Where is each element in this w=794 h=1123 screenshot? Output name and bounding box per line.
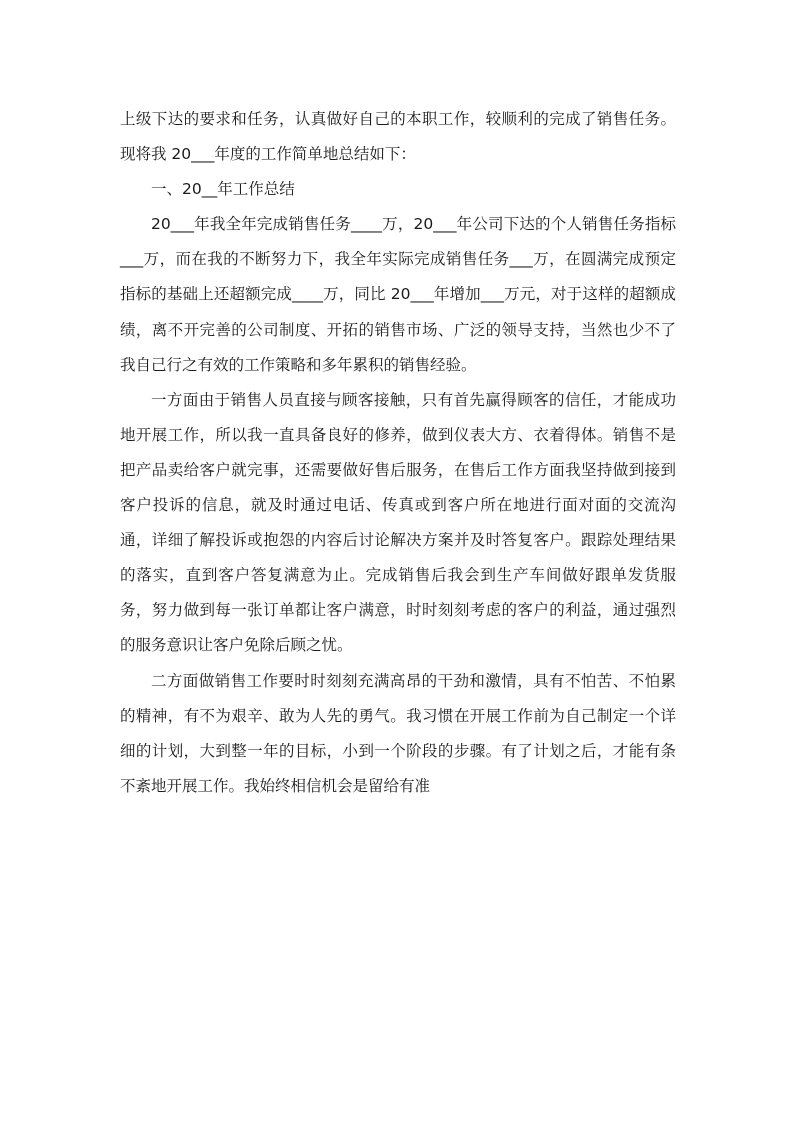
summary-paragraph: 20___年我全年完成销售任务____万，20___年公司下达的个人销售任务指标___万，而在我的不断努力下，我全年实际完成销售任务___万，在圆满完成预定指标的基础上还超额完成____万，同比 20___年增加___万元，对于这样的超额成绩，离不开完善的公司制度、开拓的销售市场、广泛的领导支持，当然也少不了我自己行之有效的工作策略和多年累积的销售经验。: [120, 215, 676, 374]
second-aspect-paragraph: 二方面做销售工作要时时刻刻充满高昂的干劲和激情，具有不怕苦、不怕累的精神，有不为艰辛、敢为人先的勇气。我习惯在开展工作前为自己制定一个详细的计划，大到整一年的目标，小到一个阶段的步骤。有了计划之后，才能有条不紊地开展工作。我始终相信机会是留给有准: [120, 671, 676, 795]
document-body: [120, 102, 676, 804]
intro-paragraph: 上级下达的要求和任务，认真做好自己的本职工作，较顺利的完成了销售任务。现将我 20___年度的工作简单地总结如下：: [120, 110, 676, 164]
section-heading: 一、20__年工作总结: [151, 180, 295, 199]
first-aspect-paragraph: 一方面由于销售人员直接与顾客接触，只有首先赢得顾客的信任，才能成功地开展工作，所以我一直具备良好的修养，做到仪表大方、衣着得体。销售不是把产品卖给客户就完事，还需要做好售后服务，在售后工作方面我坚持做到接到客户投诉的信息，就及时通过电话、传真或到客户所在地进行面对面的交流沟通，详细了解投诉或抱怨的内容后讨论解决方案并及时答复客户。跟踪处理结果的落实，直到客户答复满意为止。完成销售后我会到生产车间做好跟单发货服务，努力做到每一张订单都让客户满意，时时刻刻考虑的客户的利益，通过强烈的服务意识让客户免除后顾之忧。: [120, 390, 676, 655]
